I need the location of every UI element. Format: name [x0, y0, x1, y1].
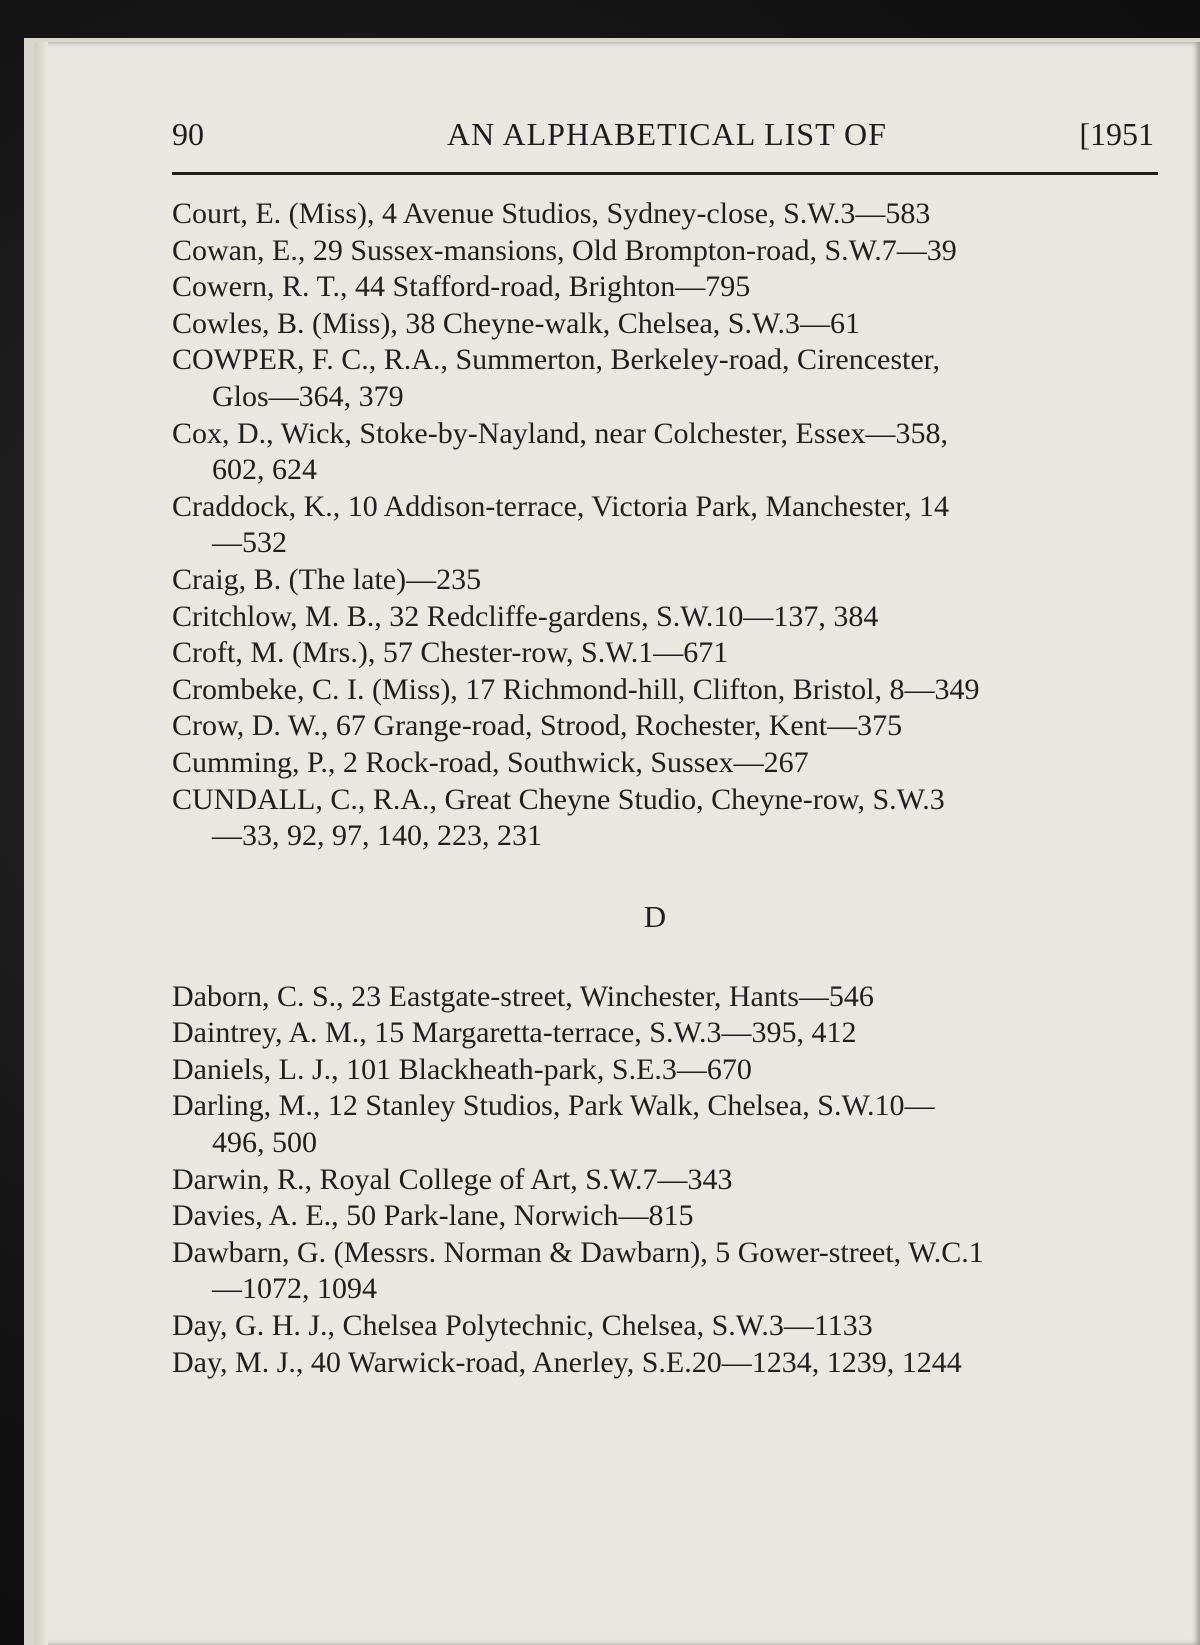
list-entry: Day, G. H. J., Chelsea Polytechnic, Chelsea, S.W.3—1133: [172, 1309, 873, 1343]
list-entry-continuation: —33, 92, 97, 140, 223, 231: [212, 819, 542, 853]
list-entry-continuation: —532: [212, 526, 287, 560]
list-entry: CUNDALL, C., R.A., Great Cheyne Studio, Cheyne-row, S.W.3: [172, 782, 945, 816]
list-entry: Critchlow, M. B., 32 Redcliffe-gardens, S.W.10—137, 384: [172, 599, 879, 633]
list-entry: Court, E. (Miss), 4 Avenue Studios, Sydney-close, S.W.3—583: [172, 197, 931, 230]
list-entry: Cumming, P., 2 Rock-road, Southwick, Sussex—267: [172, 745, 809, 779]
list-entry-continuation: 496, 500: [212, 1126, 317, 1160]
directory-listing: [172, 196, 1182, 1381]
list-entry-continuation: Glos—364, 379: [212, 379, 404, 413]
list-entry: Crow, D. W., 67 Grange-road, Strood, Rochester, Kent—375: [172, 709, 903, 743]
list-entry: Daniels, L. J., 101 Blackheath-park, S.E.3—670: [172, 1052, 752, 1086]
page-title: AN ALPHABETICAL LIST OF: [447, 116, 887, 152]
list-entry-continuation: —1072, 1094: [212, 1272, 377, 1306]
list-entry: Cowan, E., 29 Sussex-mansions, Old Brompton-road, S.W.7—39: [172, 233, 957, 267]
header-year: [1951: [1079, 116, 1154, 152]
list-entry: Croft, M. (Mrs.), 57 Chester-row, S.W.1—671: [172, 636, 729, 670]
list-entry: Davies, A. E., 50 Park-lane, Norwich—815: [172, 1199, 694, 1233]
list-entry: Craddock, K., 10 Addison-terrace, Victoria Park, Manchester, 14: [172, 489, 950, 523]
section-heading: D: [643, 898, 667, 934]
page-number: 90: [172, 116, 204, 152]
list-entry: Daintrey, A. M., 15 Margaretta-terrace, S.W.3—395, 412: [172, 1016, 857, 1050]
list-entry: Cowles, B. (Miss), 38 Cheyne-walk, Chelsea, S.W.3—61: [172, 306, 861, 340]
list-entry: Crombeke, C. I. (Miss), 17 Richmond-hill, Clifton, Bristol, 8—349: [172, 672, 980, 706]
list-entry: Dawbarn, G. (Messrs. Norman & Dawbarn), 5 Gower-street, W.C.1: [172, 1235, 984, 1269]
list-entry: Darwin, R., Royal College of Art, S.W.7—343: [172, 1162, 733, 1196]
list-entry-continuation: 602, 624: [212, 453, 317, 487]
list-entry: Daborn, C. S., 23 Eastgate-street, Winchester, Hants—546: [172, 979, 874, 1013]
list-entry: Day, M. J., 40 Warwick-road, Anerley, S.E.20—1234, 1239, 1244: [172, 1345, 962, 1379]
list-entry: Craig, B. (The late)—235: [172, 562, 482, 596]
running-head: [172, 116, 1162, 162]
list-entry: Darling, M., 12 Stanley Studios, Park Walk, Chelsea, S.W.10—: [172, 1089, 935, 1123]
list-entry: Cowern, R. T., 44 Stafford-road, Brighton—795: [172, 270, 751, 304]
list-entry: Cox, D., Wick, Stoke-by-Nayland, near Colchester, Essex—358,: [172, 416, 949, 450]
header-rule: [172, 172, 1158, 175]
list-entry: COWPER, F. C., R.A., Summerton, Berkeley-road, Cirencester,: [172, 343, 940, 377]
